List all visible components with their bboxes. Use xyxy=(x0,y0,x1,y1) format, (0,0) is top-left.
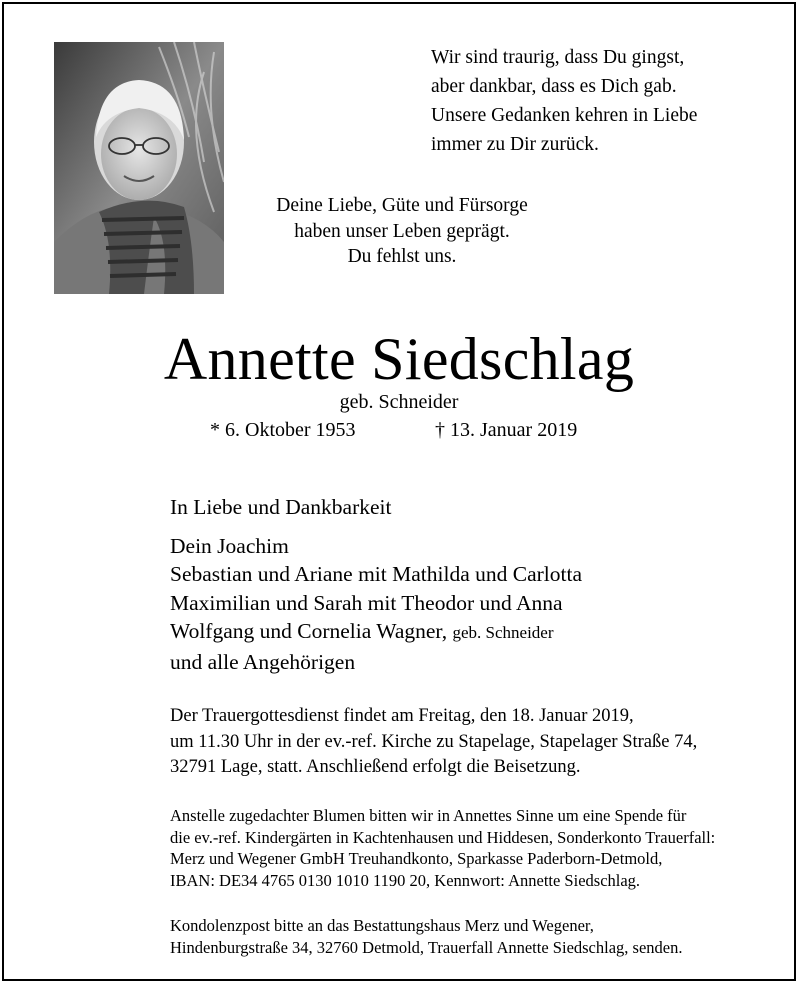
family-intro: In Liebe und Dankbarkeit xyxy=(170,495,392,519)
portrait-icon xyxy=(54,42,224,294)
condolence-line: Kondolenzpost bitte an das Bestattungshaus Merz und Wegener, xyxy=(170,916,594,935)
birth-date: * 6. Oktober 1953 xyxy=(210,419,356,441)
service-line: um 11.30 Uhr in der ev.-ref. Kirche zu Stapelage, Stapelager Straße 74, xyxy=(170,731,698,752)
donation-line: IBAN: DE34 4765 0130 1010 1190 20, Kennwort: Annette Siedschlag. xyxy=(170,870,641,890)
family-line-note: geb. Schneider xyxy=(452,623,554,642)
family-line-main: Wolfgang und Cornelia Wagner, xyxy=(170,619,448,643)
birth-name: geb. Schneider xyxy=(339,391,459,413)
poem-line: Du fehlst uns. xyxy=(347,246,457,267)
poem-line: Unsere Gedanken kehren in Liebe xyxy=(431,105,698,126)
family-line xyxy=(170,617,582,648)
donation-line: die ev.-ref. Kindergärten in Kachtenhausen und Hiddesen, Sonderkonto Trauerfall: xyxy=(170,827,716,847)
family-line: und alle Angehörigen xyxy=(170,649,356,674)
obituary-notice xyxy=(2,2,796,981)
poem-center xyxy=(222,193,582,270)
donation-line: Anstelle zugedachter Blumen bitten wir in Annettes Sinne um eine Spende für xyxy=(170,806,687,825)
poem-line: Wir sind traurig, dass Du gingst, xyxy=(431,47,685,68)
poem-line: aber dankbar, dass es Dich gab. xyxy=(431,76,677,97)
death-date: † 13. Januar 2019 xyxy=(435,419,578,441)
service-info xyxy=(170,704,697,781)
poem-line: Deine Liebe, Güte und Fürsorge xyxy=(276,195,528,216)
donation-info xyxy=(170,805,715,891)
condolence-line: Hindenburgstraße 34, 32760 Detmold, Trauerfall Annette Siedschlag, senden. xyxy=(170,937,683,957)
service-line: 32791 Lage, statt. Anschließend erfolgt die Beisetzung. xyxy=(170,757,581,777)
poem-line: immer zu Dir zurück. xyxy=(431,134,599,155)
poem-line: haben unser Leben geprägt. xyxy=(294,220,510,242)
family-line: Maximilian und Sarah mit Theodor und Anna xyxy=(170,590,563,615)
donation-line: Merz und Wegener GmbH Treuhandkonto, Sparkasse Paderborn-Detmold, xyxy=(170,849,663,868)
family-mourners xyxy=(170,493,582,676)
family-line: Sebastian und Ariane mit Mathilda und Carlotta xyxy=(170,562,583,586)
service-line: Der Trauergottesdienst findet am Freitag, den 18. Januar 2019, xyxy=(170,706,634,726)
deceased-name: Annette Siedschlag xyxy=(163,326,635,392)
family-line: Dein Joachim xyxy=(170,533,289,558)
condolence-info xyxy=(170,915,682,958)
poem-right xyxy=(431,43,697,159)
portrait-photo xyxy=(54,42,224,294)
